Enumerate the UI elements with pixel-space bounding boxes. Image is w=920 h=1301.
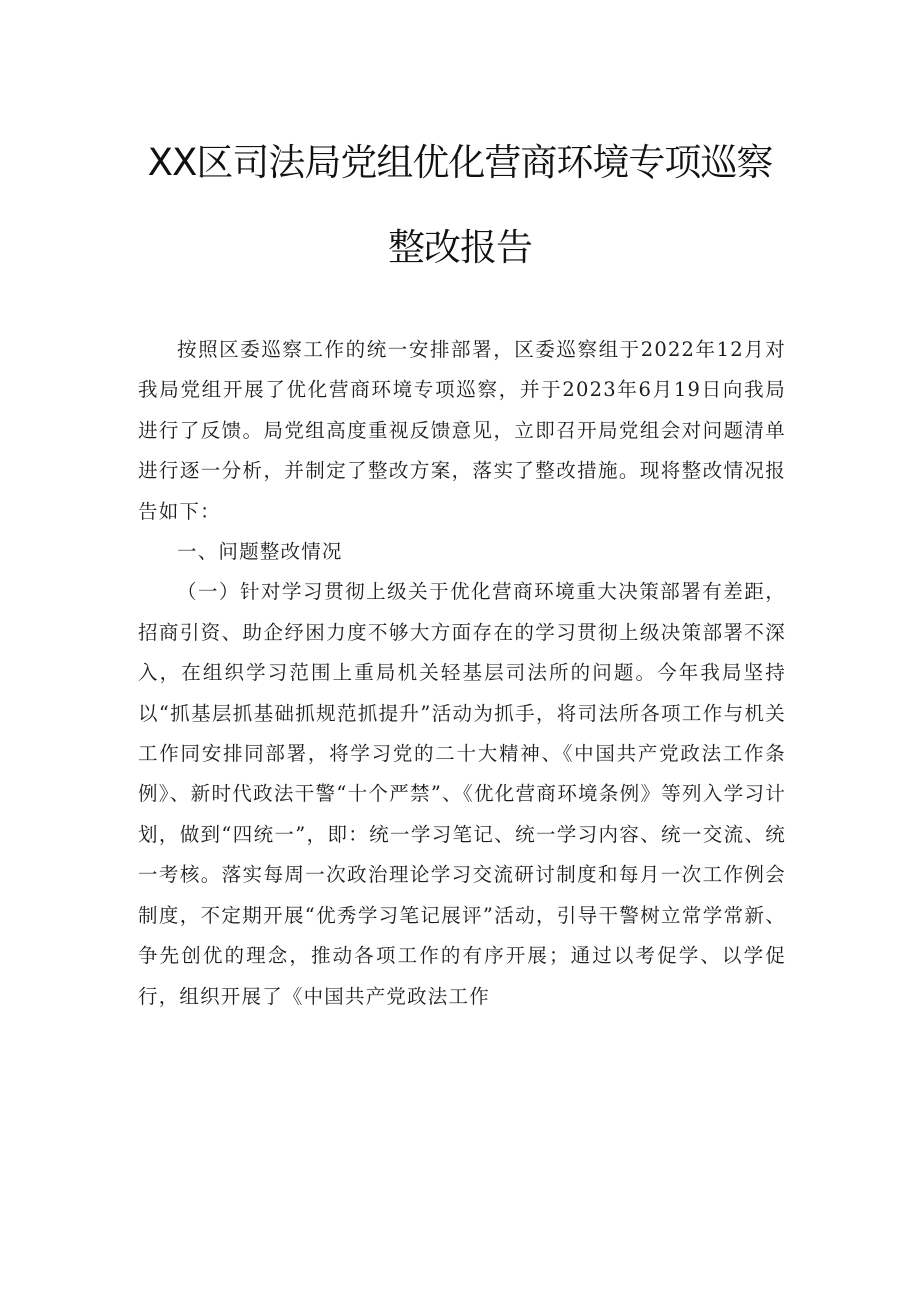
document-title-line-1: XX区司法局党组优化营商环境专项巡察 bbox=[147, 141, 773, 184]
item-paragraph-1: （一）针对学习贯彻上级关于优化营商环境重大决策部署有差距，招商引资、助企纾困力度不够大方面存在的学习贯彻上级决策部署不深入，在组织学习范围上重局机关轻基层司法所的问题。今年我局坚持以“抓基层抓基础抓规范抓提升”活动为抓手，将司法所各项工作与机关工作同安排同部署，将学习党的二十大精神、《中国共产党政法工作条例》、新时代政法干警“十个严禁”、《优化营商环境条例》等列入学习计划，做到“四统一”，即：统一学习笔记、统一学习内容、统一交流、统一考核。落实每周一次政治理论学习交流研讨制度和每月一次工作例会制度，不定期开展“优秀学习笔记展评”活动，引导干警树立常学常新、争先创优的理念，推动各项工作的有序开展；通过以考促学、以学促行，组织开展了《中国共产党政法工作 bbox=[138, 580, 786, 1008]
document-body bbox=[138, 330, 786, 1017]
section-heading-1: 一、问题整改情况 bbox=[177, 540, 343, 564]
intro-paragraph: 按照区委巡察工作的统一安排部署，区委巡察组于2022年12月对我局党组开展了优化营商环境专项巡察，并于2023年6月19日向我局进行了反馈。局党组高度重视反馈意见，立即召开局党组会对问题清单进行逐一分析，并制定了整改方案，落实了整改措施。现将整改情况报告如下： bbox=[138, 338, 786, 523]
document-title-line-2: 整改报告 bbox=[388, 226, 532, 269]
